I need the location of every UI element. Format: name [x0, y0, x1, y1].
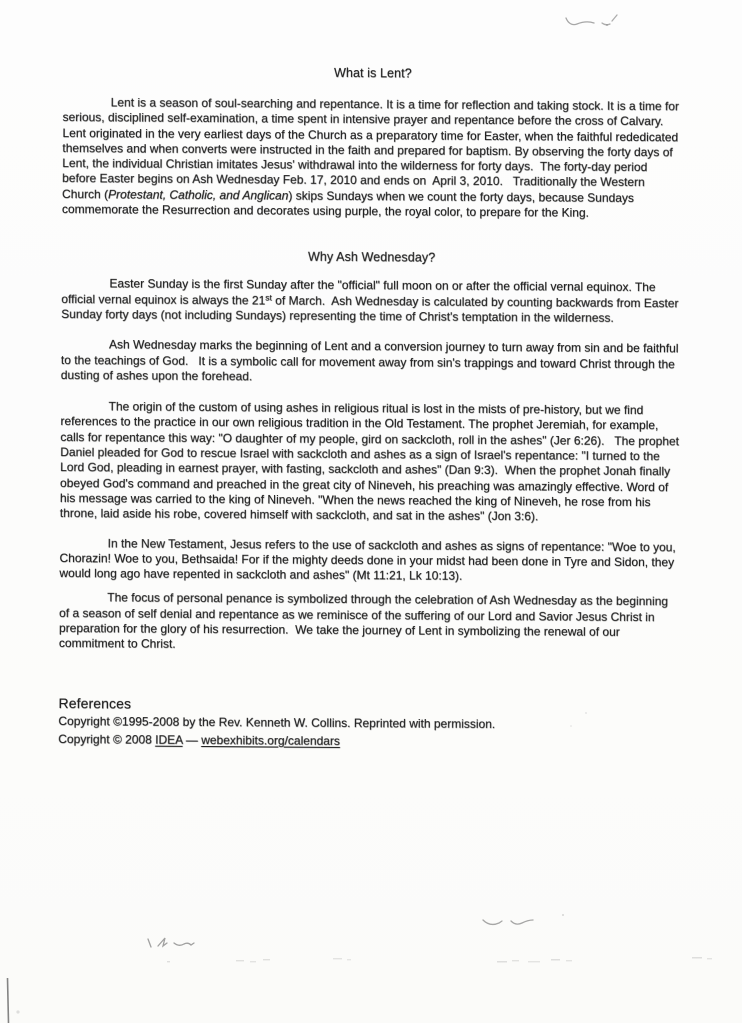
copyright-line-1: Copyright ©1995-2008 by the Rev. Kenneth W. Collins. Reprinted with permission.	[58, 713, 496, 731]
paragraph-personal-penance: The focus of personal penance is symbolized through the celebration of Ash Wednesday as the beginning of a season of self denial and repentance as we reminisce of the suffering of our Lord and Savior Jesus Christ in preparation for the glory of his resurrection. We take the journey of Lent in symbolizing the renewal of our commitment to Christ.	[58, 590, 672, 652]
pen-dot-top-right	[606, 24, 608, 26]
heading-what-is-lent: What is Lent?	[334, 65, 412, 81]
pen-tick-top-right	[612, 15, 617, 21]
idea-link[interactable]: IDEA	[155, 732, 183, 747]
pen-squiggle-bottom-right-1	[483, 920, 502, 924]
pen-scratch-bottom-left-1	[148, 939, 151, 947]
pen-squiggle-top-right-2	[602, 23, 610, 25]
paragraph-text: ) skips Sundays when we count the forty days, because Sundays commemorate the Resurrection and decorates using purple, the royal color, to prepare for the King.	[61, 188, 638, 220]
copyright-line-2	[58, 730, 678, 752]
italic-denominations: Protestant, Catholic, and Anglican	[108, 187, 289, 203]
pen-scratch-bottom-left-2	[158, 938, 167, 946]
heading-why-ash-wednesday: Why Ash Wednesday?	[307, 250, 436, 265]
edge-line-bottom-left	[8, 978, 9, 1023]
dash-separator: —	[182, 732, 202, 747]
webexhibits-link[interactable]: webexhibits.org/calendars	[201, 732, 341, 748]
pen-squiggle-bottom-right-2	[511, 920, 533, 924]
pen-scratch-bottom-left-3	[174, 943, 194, 945]
superscript-st: st	[265, 292, 272, 303]
paragraph-lent-intro	[62, 95, 683, 222]
paragraph-new-testament: In the New Testament, Jesus refers to the use of sackcloth and ashes as signs of repentance: "Woe to you, Chorazin! Woe to you, Bethsaida! For if the mighty deeds done in your midst had been done in Tyre and Sidon, they would long ago have repented in sackcloth and ashes" (Mt 11:21, Lk 10:13).	[59, 535, 680, 583]
references-section	[58, 694, 678, 752]
pen-squiggle-top-right-1	[566, 18, 594, 25]
paragraph-text: Lent is a season of soul-searching and repentance. It is a time for reflection and taking stock. It is a time for serious, disciplined self-examination, a time spent in intensive prayer and repentance before the cross of Calvary. Lent originated in the very earliest days of the Church as a preparatory time for Easter, when the faithful rededicated themselves and when converts were instructed in the faith and prepared for baptism. By observing the forty days of Lent, the individual Christian imitates Jesus' withdrawal into the wilderness for forty days. The forty-day period before Easter begins on Ash Wednesday Feb. 17, 2010 and ends on April 3, 2010. Traditionally the Western Church (	[62, 95, 683, 202]
paragraph-text: of March. Ash Wednesday is calculated by counting backwards from Easter Sunday forty days (not including Sundays) representing the time of Christ's temptation in the wilderness.	[61, 293, 682, 325]
document-content	[58, 64, 683, 752]
copyright-text: Copyright © 2008	[58, 731, 156, 747]
paragraph-ash-wednesday-marks: Ash Wednesday marks the beginning of Lent and a conversion journey to turn away from sin and be faithful to the teachings of God. It is a symbolic call for movement away from sin's trappings and toward Christ through the dusting of ashes upon the forehead.	[60, 337, 682, 384]
paragraph-text: Easter Sunday is the first Sunday after the "official" full moon on or after the official vernal equinox. The official vernal equinox is always the 21	[61, 276, 660, 308]
references-heading: References	[58, 694, 132, 712]
paragraph-easter-sunday	[61, 276, 681, 326]
paragraph-origin-of-ashes: The origin of the custom of using ashes in religious ritual is lost in the mists of pre-history, but we find references to the practice in our own religious tradition in the Old Testament. The prophet Jeremiah, for example, calls for repentance this way: "O daughter of my people, gird on sackcloth, roll in the ashes" (Jer 6:26). The prophet Daniel pleaded for God to rescue Israel with sackcloth and ashes as a sign of Israel's repentance: "I turned to the Lord God, pleading in earnest prayer, with fasting, sackcloth and ashes" (Dan 9:3). When the prophet Jonah finally obeyed God's command and preached in the great city of Nineveh, his preaching was amazingly effective. Word of his message was carried to the king of Nineveh. "When the news reached the king of Nineveh, he rose from his throne, laid aside his robe, covered himself with sackcloth, and sat in the ashes" (Jon 3:6).	[59, 399, 683, 524]
